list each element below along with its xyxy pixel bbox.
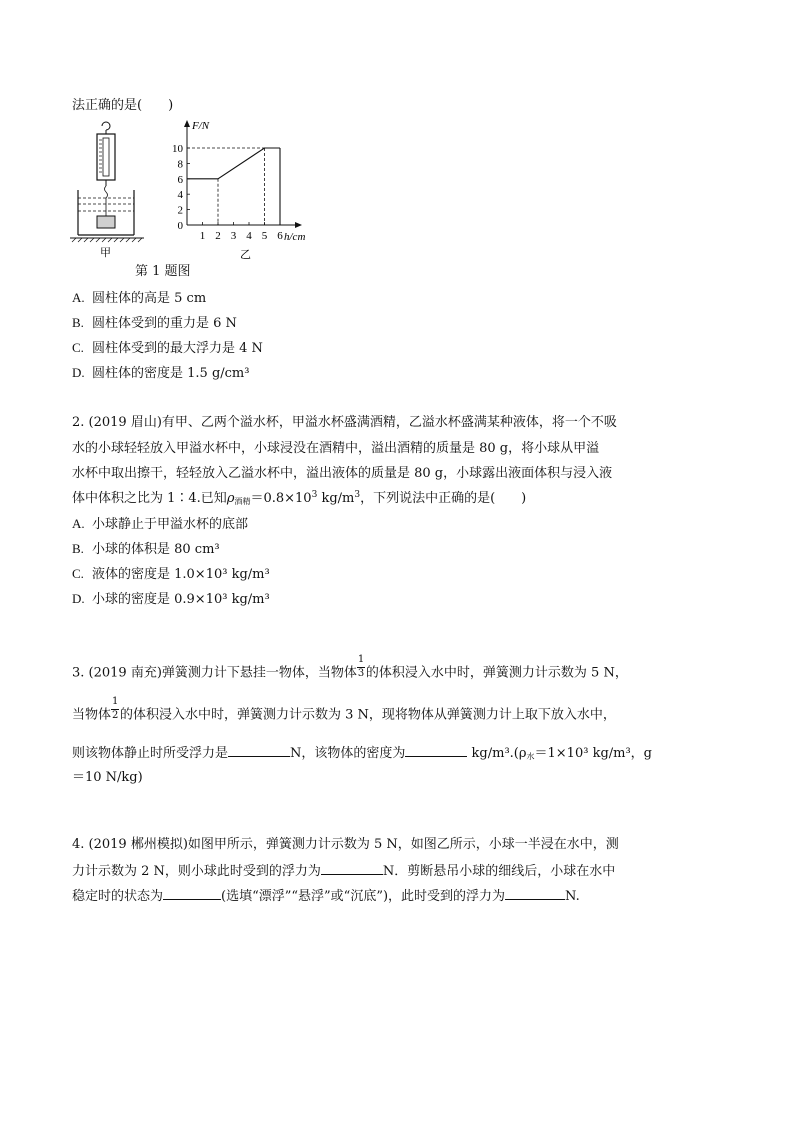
q1-option-b[interactable]: B. 圆柱体受到的重力是 6 N xyxy=(72,315,237,331)
y-tick-label: 4 xyxy=(177,189,183,202)
x-axis-arrow xyxy=(295,222,302,228)
x-tick-label: 6 xyxy=(277,230,283,242)
q3-line-4: ＝10 N/kg) xyxy=(72,770,143,785)
q3-blank-buoyancy[interactable] xyxy=(228,743,290,757)
q2-option-a[interactable]: A. 小球静止于甲溢水杯的底部 xyxy=(72,516,249,532)
q2-option-b[interactable]: B. 小球的体积是 80 cm³ xyxy=(72,541,220,557)
q2-option-c[interactable]: C. 液体的密度是 1.0×10³ kg/m³ xyxy=(72,566,270,582)
y-tick-label: 8 xyxy=(177,158,183,171)
q1-figure-apparatus xyxy=(68,118,148,264)
q3-line-3: 则该物体静止时所受浮力是 N，该物体的密度为 $kg/m^3.(\rho_水=1\times 10^3$ kg/m³，g xyxy=(72,743,652,763)
q4-blank-final-buoyancy[interactable] xyxy=(505,886,565,900)
y-axis-label: F/N xyxy=(192,120,210,132)
q2-line-1: 2. (2019 眉山)有甲、乙两个溢水杯，甲溢水杯盛满酒精，乙溢水杯盛满某种液体，将一个不吸 xyxy=(72,415,617,430)
q3-line-1: 3. (2019 南充)弹簧测力计下悬挂一物体，当物体 $\frac{1}{3}$ 的体积浸入水中时，弹簧测力计示数为 5 N， xyxy=(72,654,628,681)
q1-stem: 法正确的是( ) xyxy=(72,98,174,113)
q4-line-1: 4. (2019 郴州模拟)如图甲所示，弹簧测力计示数为 5 N，如图乙所示，小球一半浸在水中，测 xyxy=(72,837,619,852)
y-tick-label: 2 xyxy=(177,204,183,217)
q1-option-c[interactable]: C. 圆柱体受到的最大浮力是 4 N xyxy=(72,340,263,356)
label-jia: 甲 xyxy=(100,247,111,259)
q4-line-3: 稳定时的状态为 (选填“漂浮”“悬浮”或“沉底”)，此时受到的浮力为 N. xyxy=(72,886,580,906)
x-tick-label: 5 xyxy=(261,230,268,242)
x-tick-label: 3 xyxy=(230,230,237,242)
q2-line-4: 体中体积之比为 1∶4.已知$\rho_{酒精}=0.8\times 10^3$ $kg/m^3$，下列说法中正确的是( ) xyxy=(72,490,527,506)
q2-option-d[interactable]: D. 小球的密度是 0.9×10³ kg/m³ xyxy=(72,591,270,607)
x-tick-label: 1 xyxy=(199,230,206,242)
q3-line-2: 当物体 $\frac{1}{2}$ 的体积浸入水中时，弹簧测力计示数为 3 N，现将物体从弹簧测力计上取下放入水中， xyxy=(72,696,616,723)
fraction-one-third: $\frac{1}{3}$ xyxy=(357,654,365,679)
figure-caption: 第 1 题图 xyxy=(135,264,191,279)
q1-option-a[interactable]: A. 圆柱体的高是 5 cm xyxy=(72,290,207,306)
q2-line-3: 水杯中取出擦干，轻轻放入乙溢水杯中，溢出液体的质量是 80 g，小球露出液面体积与浸入液 xyxy=(72,466,613,481)
q4-blank-state[interactable] xyxy=(163,886,221,900)
x-axis-label: h/cm xyxy=(284,231,306,243)
series-line xyxy=(187,148,280,179)
q2-line-2: 水的小球轻轻放入甲溢水杯中，小球浸没在酒精中，溢出酒精的质量是 80 g，将小球从甲溢 xyxy=(72,441,600,456)
y-axis-arrow xyxy=(184,120,190,127)
y-tick-label: 0 xyxy=(177,220,183,232)
q1-option-d[interactable]: D. 圆柱体的密度是 1.5 g/cm³ xyxy=(72,365,250,381)
y-tick-label: 6 xyxy=(177,173,183,186)
fraction-one-half: $\frac{1}{2}$ xyxy=(112,696,119,721)
y-tick-label: 10 xyxy=(172,143,183,155)
q1-figure-graph xyxy=(158,116,323,264)
x-tick-label: 4 xyxy=(246,230,252,242)
q4-line-2: 力计示数为 2 N，则小球此时受到的浮力为 N．剪断悬吊小球的细线后，小球在水中 xyxy=(72,861,615,881)
label-yi: 乙 xyxy=(240,249,251,261)
q4-blank-buoyancy[interactable] xyxy=(321,861,383,875)
q3-blank-density[interactable] xyxy=(405,743,467,757)
x-tick-label: 2 xyxy=(215,230,221,242)
